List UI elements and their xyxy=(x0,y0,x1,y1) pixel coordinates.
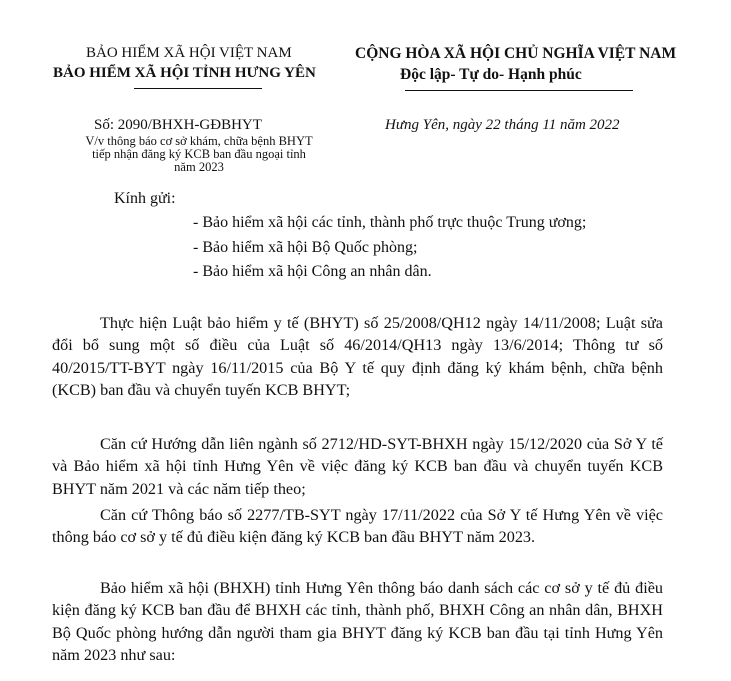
recipient-item: - Bảo hiểm xã hội các tỉnh, thành phố trực thuộc Trung ương; xyxy=(193,214,587,231)
motto: Độc lập- Tự do- Hạnh phúc xyxy=(400,66,582,83)
org-underline xyxy=(134,88,262,89)
motto-underline xyxy=(405,90,633,91)
org-name: BẢO HIỂM XÃ HỘI VIỆT NAM xyxy=(86,45,292,61)
body-paragraph: Thực hiện Luật bảo hiểm y tế (BHYT) số 25/2008/QH12 ngày 14/11/2008; Luật sửa đổi bổ sung một số điều của Luật số 46/2014/QH13 ngày 13/6/2014; Thông tư số 40/2015/TT-BYT ngày 16/11/2015 của Bộ Y tế quy định đăng ký khám bệnh, chữa bệnh (KCB) ban đầu và chuyển tuyến KCB BHYT; xyxy=(52,314,663,399)
subject-line: năm 2023 xyxy=(174,160,224,174)
recipient-item: - Bảo hiểm xã hội Công an nhân dân. xyxy=(193,263,432,280)
subject-line: tiếp nhận đăng ký KCB ban đầu ngoại tỉnh xyxy=(92,147,306,161)
body-paragraph: Căn cứ Thông báo số 2277/TB-SYT ngày 17/11/2022 của Sở Y tế Hưng Yên về việc thông báo cơ sở y tế đủ điều kiện đăng ký KCB ban đầu BHYT năm 2023. xyxy=(52,506,663,547)
subject-line: V/v thông báo cơ sở khám, chữa bệnh BHYT xyxy=(85,134,313,148)
nation-title: CỘNG HÒA XÃ HỘI CHỦ NGHĨA VIỆT NAM xyxy=(355,45,677,62)
recipient-item: - Bảo hiểm xã hội Bộ Quốc phòng; xyxy=(193,239,418,256)
salutation: Kính gửi: xyxy=(114,190,176,207)
document-subject xyxy=(54,135,344,174)
sub-org-name: BẢO HIỂM XÃ HỘI TỈNH HƯNG YÊN xyxy=(53,65,316,81)
document-number: Số: 2090/BHXH-GĐBHYT xyxy=(94,117,262,133)
place-date: Hưng Yên, ngày 22 tháng 11 năm 2022 xyxy=(385,117,620,133)
body-paragraph: Bảo hiểm xã hội (BHXH) tỉnh Hưng Yên thông báo danh sách các cơ sở y tế đủ điều kiện đăng ký KCB ban đầu để BHXH các tỉnh, thành phố, BHXH Công an nhân dân, BHXH Bộ Quốc phòng hướng dẫn người tham gia BHYT đăng ký KCB ban đầu tại tỉnh Hưng Yên năm 2023 như sau: xyxy=(52,579,663,664)
body-paragraph: Căn cứ Hướng dẫn liên ngành số 2712/HD-SYT-BHXH ngày 15/12/2020 của Sở Y tế và Bảo hiểm xã hội tỉnh Hưng Yên về việc đăng ký KCB ban đầu và chuyển tuyến KCB BHYT năm 2021 và các năm tiếp theo; xyxy=(52,435,663,498)
